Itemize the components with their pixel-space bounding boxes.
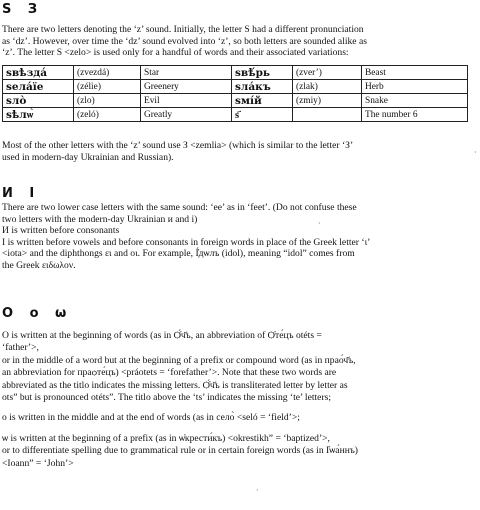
table-cell-translit: (zeló) (74, 108, 141, 122)
table-cell-translit: (zvezdá) (74, 66, 141, 80)
table-cell-translit: (zver’) (293, 66, 362, 80)
table-cell-word: ѕвѣ́рь (232, 66, 293, 80)
table-cell-meaning: Snake (362, 94, 468, 108)
o-letters-body (2, 330, 472, 470)
scan-speck: · (256, 486, 259, 495)
text-line: as ‘dz’. However, over time the ‘dz’ sound evolved into ‘z’, so both letters are sounded alike as (2, 35, 367, 47)
section-heading-i-letters: И І (2, 186, 41, 201)
table-cell-meaning: Herb (362, 80, 468, 94)
table-cell-translit: (zlak) (293, 80, 362, 94)
text-line: two letters with the modern-day Ukrainian и and і) (2, 213, 198, 225)
text-line: Most of the other letters with the ‘z’ sound use З <zemlia> (which is similar to the letter ‘З’ (2, 140, 354, 151)
table-cell-word: ѕ҃ (232, 108, 293, 122)
text-line: ‘z’. The letter S <zelo> is used only for a handful of words and their associated variations: (2, 47, 349, 59)
text-line: ‘father’>, (2, 342, 39, 354)
text-line: <iota> and the diphthongs ει and οι. For example, І҆́дѡлъ (idol), meaning “idol” comes from (2, 248, 355, 260)
scan-speck: · (474, 148, 477, 157)
table-cell-meaning: Greenery (141, 80, 232, 94)
table-cell-meaning: Evil (141, 94, 232, 108)
table-cell-word: ѕмі́й (232, 94, 293, 108)
table-cell-translit: (zmiy) (293, 94, 362, 108)
text-line: І is written before vowels and before consonants in foreign words in place of the Greek letter ‘ι’ (2, 236, 371, 248)
table-cell-translit: (zélie) (74, 80, 141, 94)
table-row (3, 94, 468, 108)
text-line: There are two letters denoting the ‘z’ sound. Initially, the letter S had a different pronunciation (2, 24, 364, 35)
text-line: used in modern-day Ukrainian and Russian). (2, 151, 174, 163)
text-line: О is written at the beginning of words (as in Ѻ҆́ч҃ъ, an abbreviation of Ѻ҆те́цъ otéts = (2, 330, 322, 341)
text-line: or in the middle of a word but at the beginning of a prefix or compound word (as in прао́ч҃ъ, (2, 354, 356, 366)
z-letters-after-note (2, 140, 472, 163)
scan-speck: · (318, 219, 321, 228)
table-cell-word: ѕвѣзда́ (3, 66, 74, 80)
table-row (3, 108, 468, 122)
table-row (3, 66, 468, 80)
text-line: И is written before consonants (2, 225, 120, 237)
text-line: an abbreviation for праѻте́цъ) <práotets = ‘forefather’>. Note that these two words are (2, 367, 337, 379)
i-letters-body (2, 202, 472, 272)
z-letters-intro (2, 24, 472, 59)
text-line: о is written in the middle and at the end of words (as in село̀ <seló = ‘field’>; (2, 412, 300, 424)
text-line: abbreviated as the titlo indicates the missing letters. Ѻ҆́ч҃ъ is transliterated letter by letter as (2, 379, 348, 391)
text-line: ѡ is written at the beginning of a prefix (as in ѡ҆крести́къ) <okrestikh” = ‘baptized’>, (2, 432, 330, 444)
table-cell-meaning: The number 6 (362, 108, 468, 122)
table-cell-translit (293, 108, 362, 122)
section-heading-z-letters: S З (2, 2, 44, 17)
section-heading-o-letters: О о ѡ (2, 306, 73, 321)
table-cell-translit: (zlo) (74, 94, 141, 108)
table-cell-meaning: Greatly (141, 108, 232, 122)
text-line: ots” but is pronounced otéts”. The titlo above the ‘ts’ indicates the missing ‘te’ letters; (2, 392, 332, 404)
table-cell-meaning: Star (141, 66, 232, 80)
text-line: or to differentiate spelling due to grammatical rule or in certain foreign words (as in І҆ѡа́ннъ) (2, 445, 358, 457)
text-line: There are two lower case letters with the same sound: ‘ee’ as in ‘feet’. (Do not confuse these (2, 202, 357, 213)
table-cell-word: ѕло̀ (3, 94, 74, 108)
table-cell-word: ѕла́къ (232, 80, 293, 94)
table-row (3, 80, 468, 94)
zelo-words-table (2, 65, 468, 122)
table-cell-word: ѕѣлѡ̀ (3, 108, 74, 122)
table-cell-word: ѕела́їе (3, 80, 74, 94)
table-cell-meaning: Beast (362, 66, 468, 80)
text-line: <Ioann” = ‘John’> (2, 457, 74, 469)
text-line: the Greek ειδωλον. (2, 259, 76, 271)
